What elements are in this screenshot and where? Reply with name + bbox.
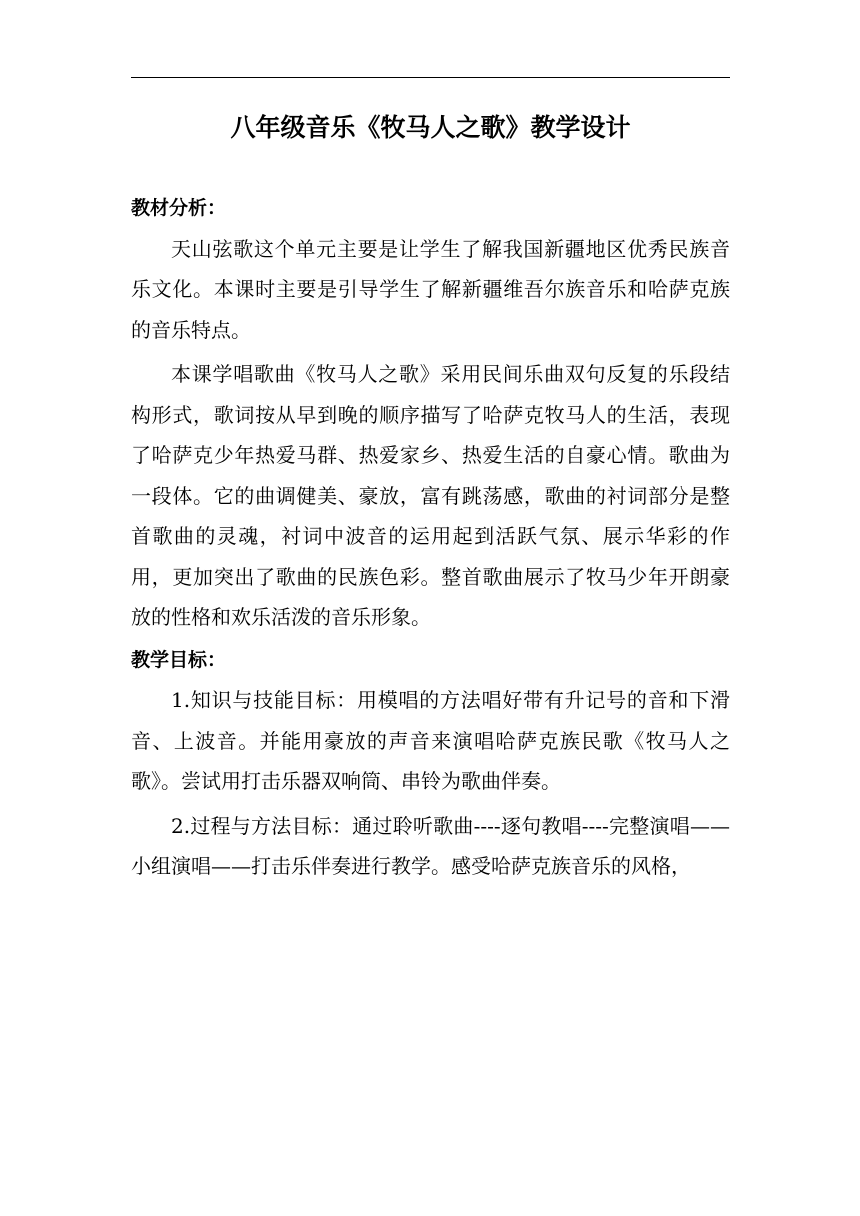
paragraph: 本课学唱歌曲《牧马人之歌》采用民间乐曲双句反复的乐段结构形式，歌词按从早到晚的顺序描写了哈萨克牧马人的生活，表现了哈萨克少年热爱马群、热爱家乡、热爱生活的自豪心情。歌曲为一段体。它的曲调健美、豪放，富有跳荡感，歌曲的衬词部分是整首歌曲的灵魂，衬词中波音的运用起到活跃气氛、展示华彩的作用，更加突出了歌曲的民族色彩。整首歌曲展示了牧马少年开朗豪放的性格和欢乐活泼的音乐形象。 — [131, 362, 730, 629]
paragraph: 1.知识与技能目标：用模唱的方法唱好带有升记号的音和下滑音、上波音。并能用豪放的声音来演唱哈萨克族民歌《牧马人之歌》。尝试用打击乐器双响筒、串铃为歌曲伴奏。 — [131, 688, 730, 793]
document-title: 八年级音乐《牧马人之歌》教学设计 — [230, 113, 631, 142]
header-rule — [131, 77, 730, 78]
document-body — [131, 188, 730, 887]
section-material-analysis — [131, 188, 730, 638]
paragraph: 天山弦歌这个单元主要是让学生了解我国新疆地区优秀民族音乐文化。本课时主要是引导学生了解新疆维吾尔族音乐和哈萨克族的音乐特点。 — [131, 236, 730, 342]
section-teaching-goals — [131, 640, 730, 887]
section-heading: 教材分析： — [131, 197, 227, 219]
paragraph: 2.过程与方法目标：通过聆听歌曲----逐句教唱----完整演唱——小组演唱——打击乐伴奏进行教学。感受哈萨克族音乐的风格， — [131, 813, 730, 878]
section-heading: 教学目标： — [131, 648, 227, 671]
